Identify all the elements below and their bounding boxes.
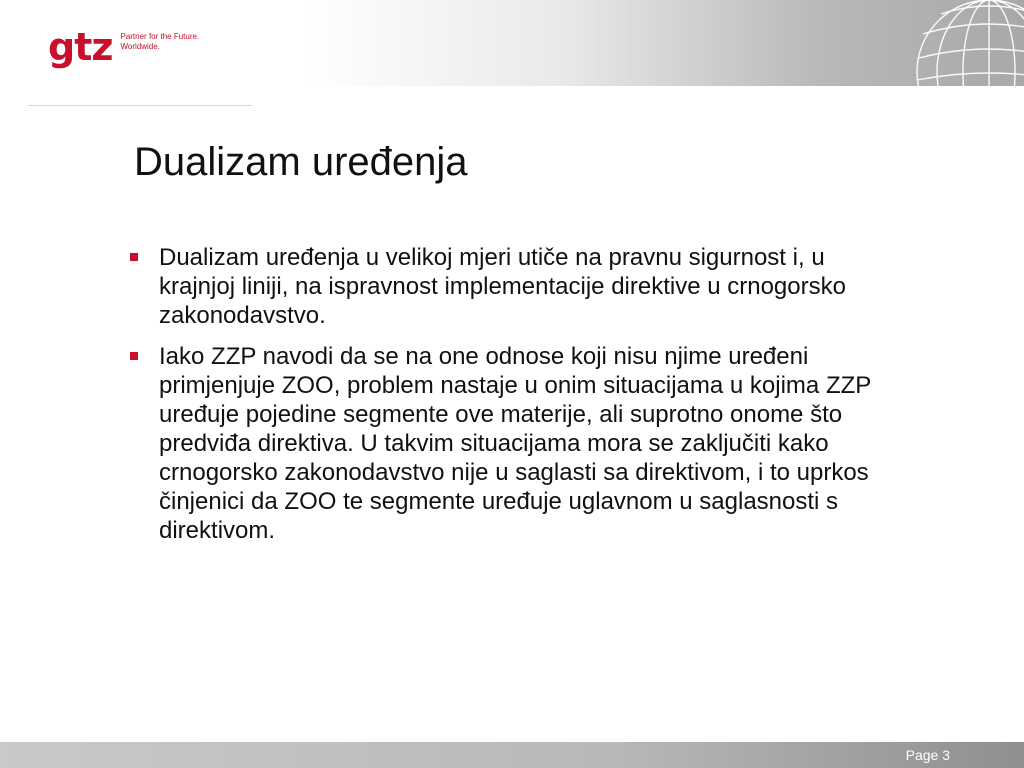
square-bullet-icon <box>130 352 138 360</box>
slide-title: Dualizam uređenja <box>134 140 468 184</box>
bullet-list <box>127 243 887 557</box>
square-bullet-icon <box>130 253 138 261</box>
bullet-text-1: Dualizam uređenja u velikoj mjeri utiče na pravnu sigurnost i, u krajnjoj liniji, na ispravnost implementacije direktive u crnogorsko zakonodavstvo. <box>159 244 846 329</box>
tagline-line-2: Worldwide. <box>120 42 160 51</box>
tagline-line-1: Partner for the Future. <box>120 32 200 41</box>
logo-wordmark: gtz <box>48 25 113 69</box>
page-number: Page 3 <box>905 747 950 763</box>
header-divider <box>28 105 252 106</box>
gtz-logo <box>48 25 200 69</box>
bullet-item-1 <box>127 243 887 330</box>
logo-tagline <box>120 32 199 52</box>
bullet-item-2 <box>127 342 887 545</box>
bullet-text-2: Iako ZZP navodi da se na one odnose koji nisu njime uređeni primjenjuje ZOO, problem nastaje u onim situacijama u kojima ZZP uređuje pojedine segmente ove materije, ali suprotno onome što predviđa direktiva. U takvim situacijama mora se zaključiti kako crnogorsko zakonodavstvo nije u saglasti sa direktivom, i to uprkos činjenici da ZOO te segmente uređuje uglavnom u saglasnosti s direktivom. <box>159 343 871 544</box>
globe-wireframe-icon <box>889 0 1024 86</box>
footer-bar <box>0 742 1024 768</box>
header-band <box>0 0 1024 86</box>
